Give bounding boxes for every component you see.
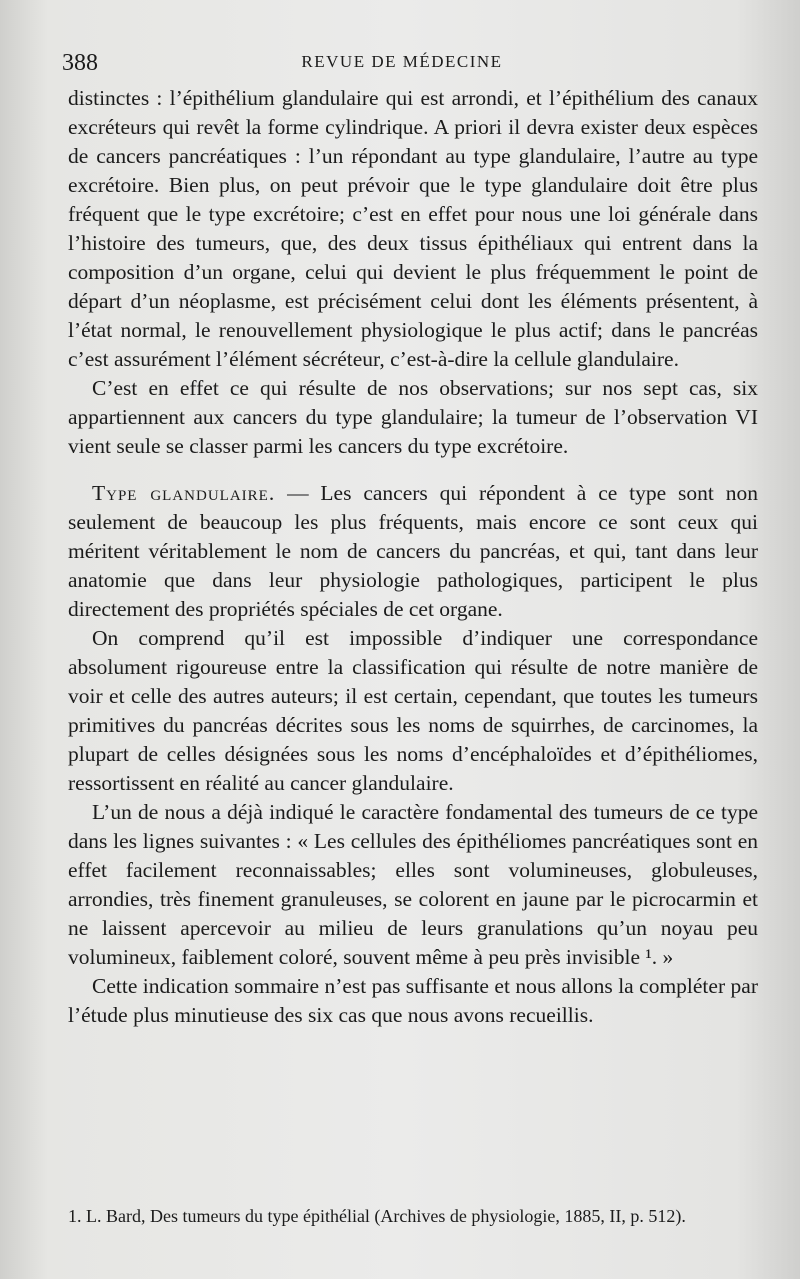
section-heading: Type glandulaire. <box>92 481 276 505</box>
paragraph-2: C’est en effet ce qui résulte de nos observations; sur nos sept cas, six appartiennent aux cancers du type glandulaire; la tumeur de l’observation VI vient seule se classer parmi les cancers du type excrétoire. <box>68 376 758 458</box>
paragraph-6: Cette indication sommaire n’est pas suffisante et nous allons la compléter par l’étude plus minutieuse des six cas que nous avons recueillis. <box>68 974 758 1027</box>
page-header <box>62 46 742 78</box>
running-head: REVUE DE MÉDECINE <box>301 52 503 71</box>
paragraph-3-text: — Les cancers qui répondent à ce type sont non seulement de beaucoup les plus fréquents, mais encore ce sont ceux qui méritent véritablement le nom de cancers du pancréas, et qui, tant dans leur anatomie que dans leur physiologie pathologiques, participent le plus directement des propriétés spéciales de cet organe. <box>68 481 758 621</box>
footnote: 1. L. Bard, Des tumeurs du type épithélial (Archives de physiologie, 1885, II, p. 512). <box>68 1206 686 1226</box>
paragraph-5: L’un de nous a déjà indiqué le caractère fondamental des tumeurs de ce type dans les lignes suivantes : « Les cellules des épithéliomes pancréatiques sont en effet facilement reconnaissables; elles sont volumineuses, globuleuses, arrondies, très finement granuleuses, se colorent en jaune par le picrocarmin et ne laissent apercevoir au milieu de leurs granulations qu’un noyau peu volumineux, faiblement coloré, souvent même à peu près invisible ¹. » <box>68 800 758 969</box>
body-text <box>68 84 758 1030</box>
paragraph-4: On comprend qu’il est impossible d’indiquer une correspondance absolument rigoureuse entre la classification qui résulte de notre manière de voir et celle des autres auteurs; il est certain, cependant, que toutes les tumeurs primitives du pancréas décrites sous les noms de squirrhes, de carcinomes, la plupart de celles désignées sous les noms d’encéphaloïdes et d’épithéliomes, ressortissent en réalité au cancer glandulaire. <box>68 626 758 795</box>
page-number: 388 <box>62 50 98 76</box>
paragraph-1: distinctes : l’épithélium glandulaire qui est arrondi, et l’épithélium des canaux excréteurs qui revêt la forme cylindrique. A priori il devra exister deux espèces de cancers pancréatiques : l’un répondant au type glandulaire, l’autre au type excrétoire. Bien plus, on peut prévoir que le type glandulaire doit être plus fréquent que le type excrétoire; c’est en effet pour nous une loi générale dans l’histoire des tumeurs, que, des deux tissus épithéliaux qui entrent dans la composition d’un organe, celui qui devient le plus fréquemment le point de départ d’un néoplasme, est précisément celui dont les éléments présentent, à l’état normal, le renouvellement physiologique le plus actif; dans le pancréas c’est assurément l’élément sécréteur, c’est-à-dire la cellule glandulaire. <box>68 86 758 371</box>
paragraph-3 <box>68 479 758 624</box>
